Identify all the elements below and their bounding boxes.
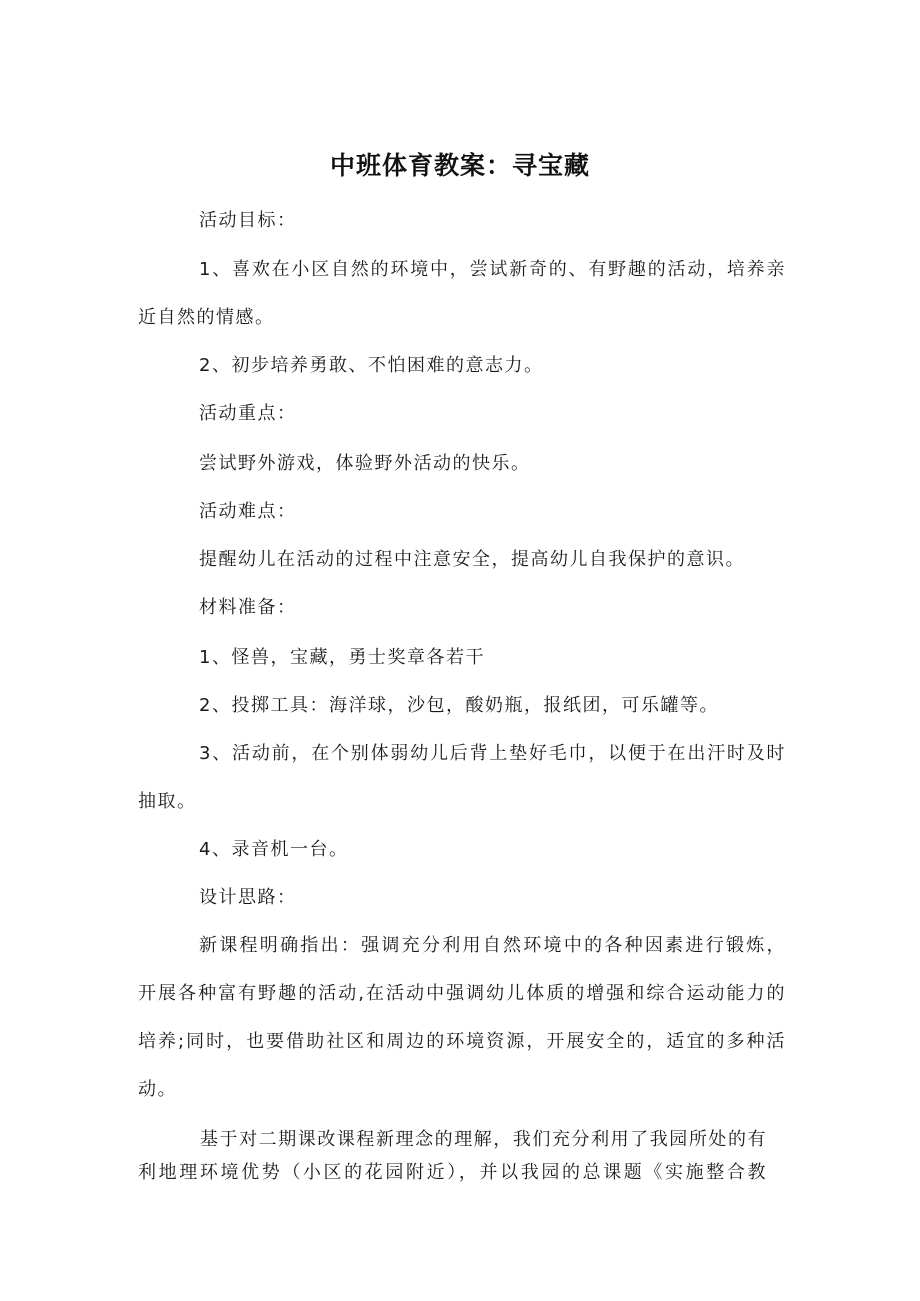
heading-activity-difficulty: 活动难点： [199, 501, 297, 522]
paragraph-line: 1、怪兽，宝藏，勇士奖章各若干 [199, 647, 485, 668]
paragraph-line: 开展各种富有野趣的活动,在活动中强调幼儿体质的增强和综合运动能力的 [138, 983, 786, 1004]
paragraph-line: 提醒幼儿在活动的过程中注意安全，提高幼儿自我保护的意识。 [199, 549, 745, 570]
paragraph-line: 动。 [138, 1079, 177, 1100]
paragraph-line: 3、活动前，在个别体弱幼儿后背上垫好毛巾，以便于在出汗时及时 [199, 743, 786, 764]
paragraph-line: 近自然的情感。 [138, 307, 275, 328]
paragraph-line: 新课程明确指出：强调充分利用自然环境中的各种因素进行锻炼， [199, 935, 786, 956]
paragraph-line: 利地理环境优势（小区的花园附近），并以我园的总课题《实施整合教 [138, 1162, 767, 1183]
document-title: 中班体育教案：寻宝藏 [329, 151, 590, 180]
heading-design-ideas: 设计思路： [199, 887, 297, 908]
paragraph-line: 抽取。 [138, 791, 197, 812]
heading-activity-goals: 活动目标： [199, 210, 297, 231]
heading-activity-focus: 活动重点： [199, 403, 297, 424]
paragraph-line: 4、录音机一台。 [199, 839, 349, 860]
paragraph-line: 2、投掷工具：海洋球，沙包，酸奶瓶，报纸团，可乐罐等。 [199, 695, 719, 716]
paragraph-line: 尝试野外游戏，体验野外活动的快乐。 [199, 453, 531, 474]
paragraph-line: 培养;同时，也要借助社区和周边的环境资源，开展安全的，适宜的多种活 [138, 1031, 786, 1052]
paragraph-line: 1、喜欢在小区自然的环境中，尝试新奇的、有野趣的活动，培养亲 [199, 259, 786, 280]
heading-materials: 材料准备： [199, 597, 297, 618]
paragraph-line: 2、初步培养勇敢、不怕困难的意志力。 [199, 355, 544, 376]
paragraph-line: 基于对二期课改课程新理念的理解，我们充分利用了我园所处的有 [200, 1129, 767, 1150]
